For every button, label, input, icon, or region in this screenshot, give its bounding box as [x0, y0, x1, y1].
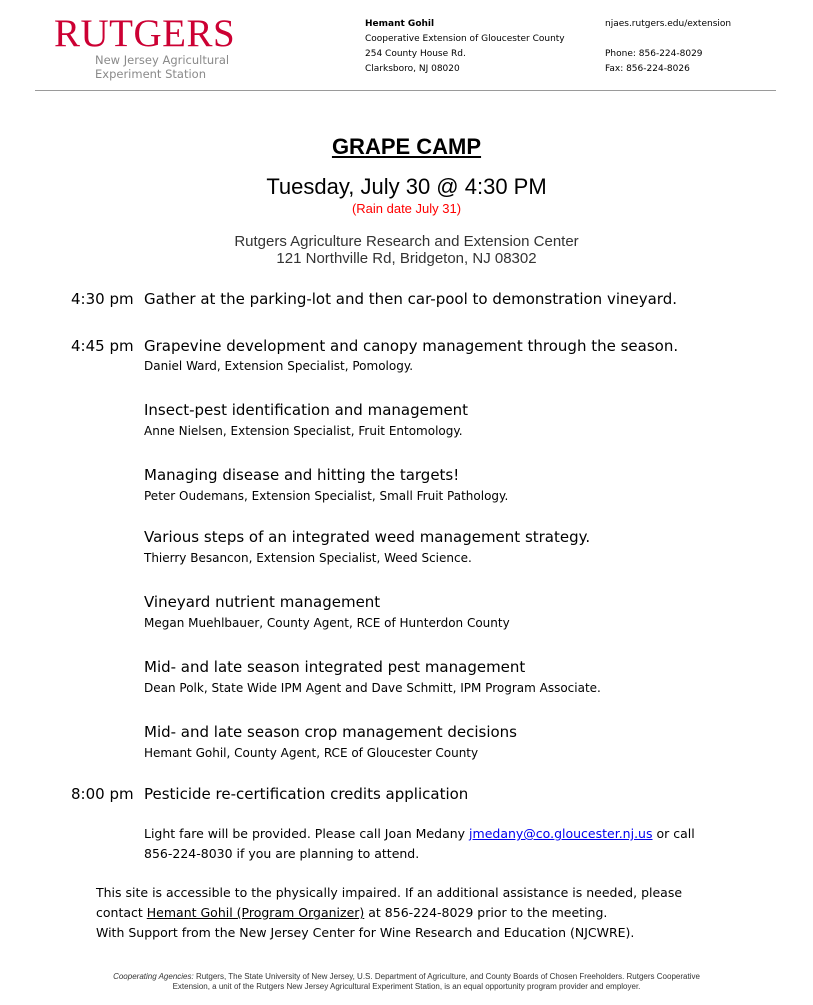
agenda-topic: Gather at the parking-lot and then car-pool to demonstration vineyard. — [144, 290, 677, 308]
agenda-speaker: Peter Oudemans, Extension Specialist, Small Fruit Pathology. — [144, 489, 509, 503]
footer-line2: Extension, a unit of the Rutgers New Jersey Agricultural Experiment Station, is an equal opportunity program provider and employer. — [172, 982, 641, 991]
agenda-time: 4:45 pm — [71, 337, 134, 355]
agenda-topic: Insect-pest identification and management — [144, 401, 469, 419]
agenda-topic: Managing disease and hitting the targets! — [144, 466, 460, 484]
access-text-after: at 856-224-8029 prior to the meeting. — [364, 905, 608, 920]
agenda-topic: Mid- and late season integrated pest management — [144, 658, 526, 676]
agenda-topic: Various steps of an integrated weed management strategy. — [144, 528, 591, 546]
fare-notice — [144, 824, 695, 864]
agenda-speaker: Dean Polk, State Wide IPM Agent and Dave Schmitt, IPM Program Associate. — [144, 681, 601, 695]
web-contact-block — [605, 17, 731, 77]
rain-date: (Rain date July 31) — [351, 201, 462, 216]
footer-label: Cooperating Agencies: — [113, 972, 194, 981]
accessibility-notice — [96, 883, 682, 943]
agenda-topic: Vineyard nutrient management — [144, 593, 381, 611]
venue-name: Rutgers Agriculture Research and Extension Center — [234, 233, 579, 250]
agenda-speaker: Hemant Gohil, County Agent, RCE of Gloucester County — [144, 746, 479, 760]
email-link[interactable]: jmedany@co.gloucester.nj.us — [469, 826, 653, 841]
rutgers-logo: RUTGERS — [54, 12, 236, 55]
contact-name: Hemant Gohil — [365, 19, 435, 29]
agenda-speaker: Thierry Besancon, Extension Specialist, Weed Science. — [144, 551, 472, 565]
fare-text-after: or call — [652, 826, 695, 841]
footer-line1 — [0, 972, 813, 982]
venue-address: 121 Northville Rd, Bridgeton, NJ 08302 — [276, 250, 537, 267]
agenda-time: 4:30 pm — [71, 290, 134, 308]
agenda-topic: Mid- and late season crop management decisions — [144, 723, 517, 741]
contact-street: 254 County House Rd. — [365, 49, 466, 59]
footer-text: Rutgers, The State University of New Jersey, U.S. Department of Agriculture, and County Boards of Chosen Freeholders. Rutgers Cooperative — [193, 972, 700, 981]
access-line1: This site is accessible to the physically impaired. If an additional assistance is needed, please — [96, 885, 683, 900]
access-line2 — [96, 903, 682, 923]
header-divider — [35, 90, 776, 91]
fare-line2: 856-224-8030 if you are planning to attend. — [144, 846, 420, 861]
spacer — [605, 32, 731, 47]
contact-org: Cooperative Extension of Gloucester County — [365, 34, 565, 44]
event-venue — [0, 233, 813, 267]
event-title-text: GRAPE CAMP — [331, 134, 482, 159]
organizer-name: Hemant Gohil (Program Organizer) — [146, 905, 365, 920]
website-link[interactable]: njaes.rutgers.edu/extension — [605, 19, 732, 29]
agenda-topic: Pesticide re-certification credits application — [144, 785, 469, 803]
fax-number: Fax: 856-224-8026 — [605, 64, 690, 74]
logo-subtitle — [95, 53, 229, 81]
event-title — [0, 133, 813, 161]
logo-subtitle-line1: New Jersey Agricultural — [95, 53, 230, 67]
logo-subtitle-line2: Experiment Station — [95, 67, 206, 81]
agenda-time: 8:00 pm — [71, 785, 134, 803]
fare-text: Light fare will be provided. Please call Joan Medany — [144, 826, 470, 841]
fare-line1 — [144, 824, 695, 844]
contact-block — [365, 17, 565, 77]
contact-city: Clarksboro, NJ 08020 — [365, 64, 460, 74]
access-text: contact — [96, 905, 147, 920]
agenda-topic: Grapevine development and canopy management through the season. — [144, 337, 679, 355]
support-line: With Support from the New Jersey Center for Wine Research and Education (NJCWRE). — [96, 925, 635, 940]
footer-disclaimer — [0, 972, 813, 992]
event-date: Tuesday, July 30 @ 4:30 PM — [266, 174, 547, 199]
agenda-speaker: Daniel Ward, Extension Specialist, Pomology. — [144, 359, 414, 373]
phone-number: Phone: 856-224-8029 — [605, 49, 703, 59]
agenda-speaker: Anne Nielsen, Extension Specialist, Fruit Entomology. — [144, 424, 463, 438]
agenda-speaker: Megan Muehlbauer, County Agent, RCE of Hunterdon County — [144, 616, 510, 630]
